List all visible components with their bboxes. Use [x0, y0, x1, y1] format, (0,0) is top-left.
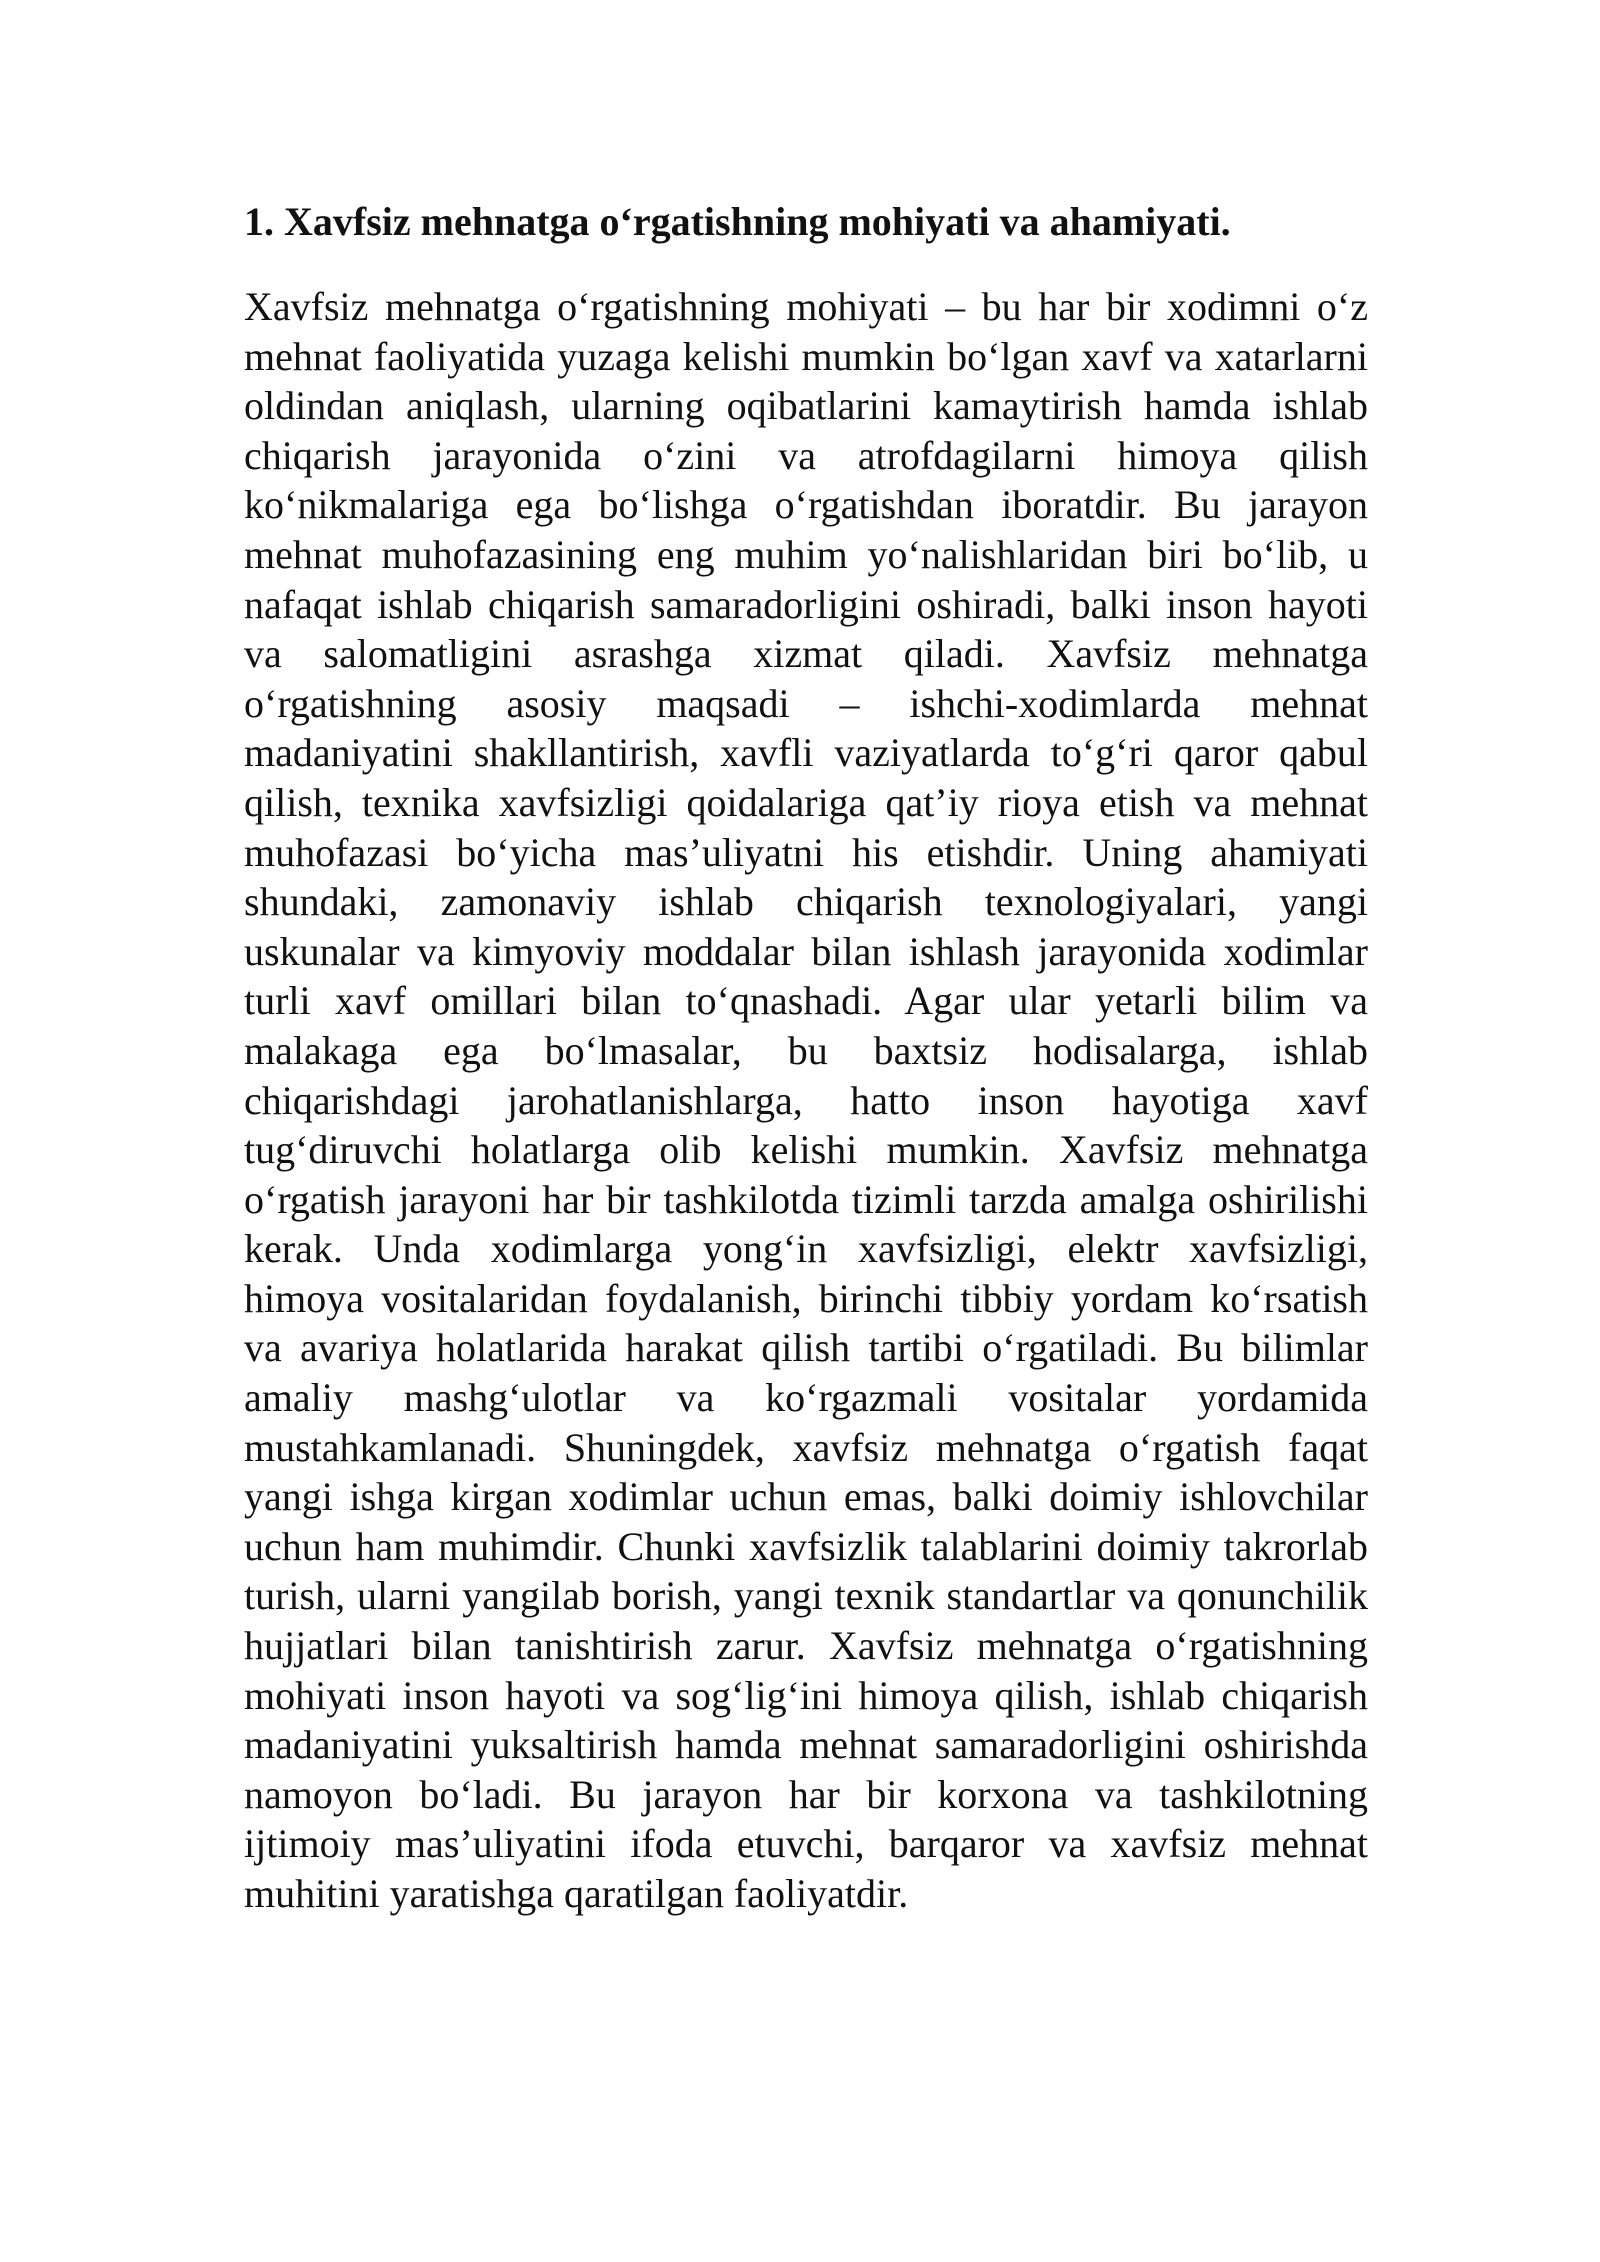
section-heading: 1. Xavfsiz mehnatga o‘rgatishning mohiyati va ahamiyati. [244, 199, 1231, 244]
body-paragraph: Xavfsiz mehnatga o‘rgatishning mohiyati – bu har bir xodimni o‘z mehnat faoliyatida yuzaga kelishi mumkin bo‘lgan xavf va xatarlarni oldindan aniqlash, ularning oqibatlarini kamaytirish hamda ishlab chiqarish jarayonida o‘zini va atrofdagilarni himoya qilish ko‘nikmalariga ega bo‘lishga o‘rgatishdan iboratdir. Bu jarayon mehnat muhofazasining eng muhim yo‘nalishlaridan biri bo‘lib, u nafaqat ishlab chiqarish samaradorligini oshiradi, balki inson hayoti va salomatligini asrashga xizmat qiladi. Xavfsiz mehnatga o‘rgatishning asosiy maqsadi – ishchi-xodimlarda mehnat madaniyatini shakllantirish, xavfli vaziyatlarda to‘g‘ri qaror qabul qilish, texnika xavfsizligi qoidalariga qat’iy rioya etish va mehnat muhofazasi bo‘yicha mas’uliyatni his etishdir. Uning ahamiyati shundaki, zamonaviy ishlab chiqarish texnologiyalari, yangi uskunalar va kimyoviy moddalar bilan ishlash jarayonida xodimlar turli xavf omillari bilan to‘qnashadi. Agar ular yetarli bilim va malakaga ega bo‘lmasalar, bu baxtsiz hodisalarga, ishlab chiqarishdagi jarohatlanishlarga, hatto inson hayotiga xavf tug‘diruvchi holatlarga olib kelishi mumkin. Xavfsiz mehnatga o‘rgatish jarayoni har bir tashkilotda tizimli tarzda amalga oshirilishi kerak. Unda xodimlarga yong‘in xavfsizligi, elektr xavfsizligi, himoya vositalaridan foydalanish, birinchi tibbiy yordam ko‘rsatish va avariya holatlarida harakat qilish tartibi o‘rgatiladi. Bu bilimlar amaliy mashg‘ulotlar va ko‘rgazmali vositalar yordamida mustahkamlanadi. Shuningdek, xavfsiz mehnatga o‘rgatish faqat yangi ishga kirgan xodimlar uchun emas, balki doimiy ishlovchilar uchun ham muhimdir. Chunki xavfsizlik talablarini doimiy takrorlab turish, ularni yangilab borish, yangi texnik standartlar va qonunchilik hujjatlari bilan tanishtirish zarur. Xavfsiz mehnatga o‘rgatishning mohiyati inson hayoti va sog‘lig‘ini himoya qilish, ishlab chiqarish madaniyatini yuksaltirish hamda mehnat samaradorligini oshirishda namoyon bo‘ladi. Bu jarayon har bir korxona va tashkilotning ijtimoiy mas’uliyatini ifoda etuvchi, barqaror va xavfsiz mehnat muhitini yaratishga qaratilgan faoliyatdir. [244, 284, 1368, 1916]
document-content [244, 196, 1368, 1919]
